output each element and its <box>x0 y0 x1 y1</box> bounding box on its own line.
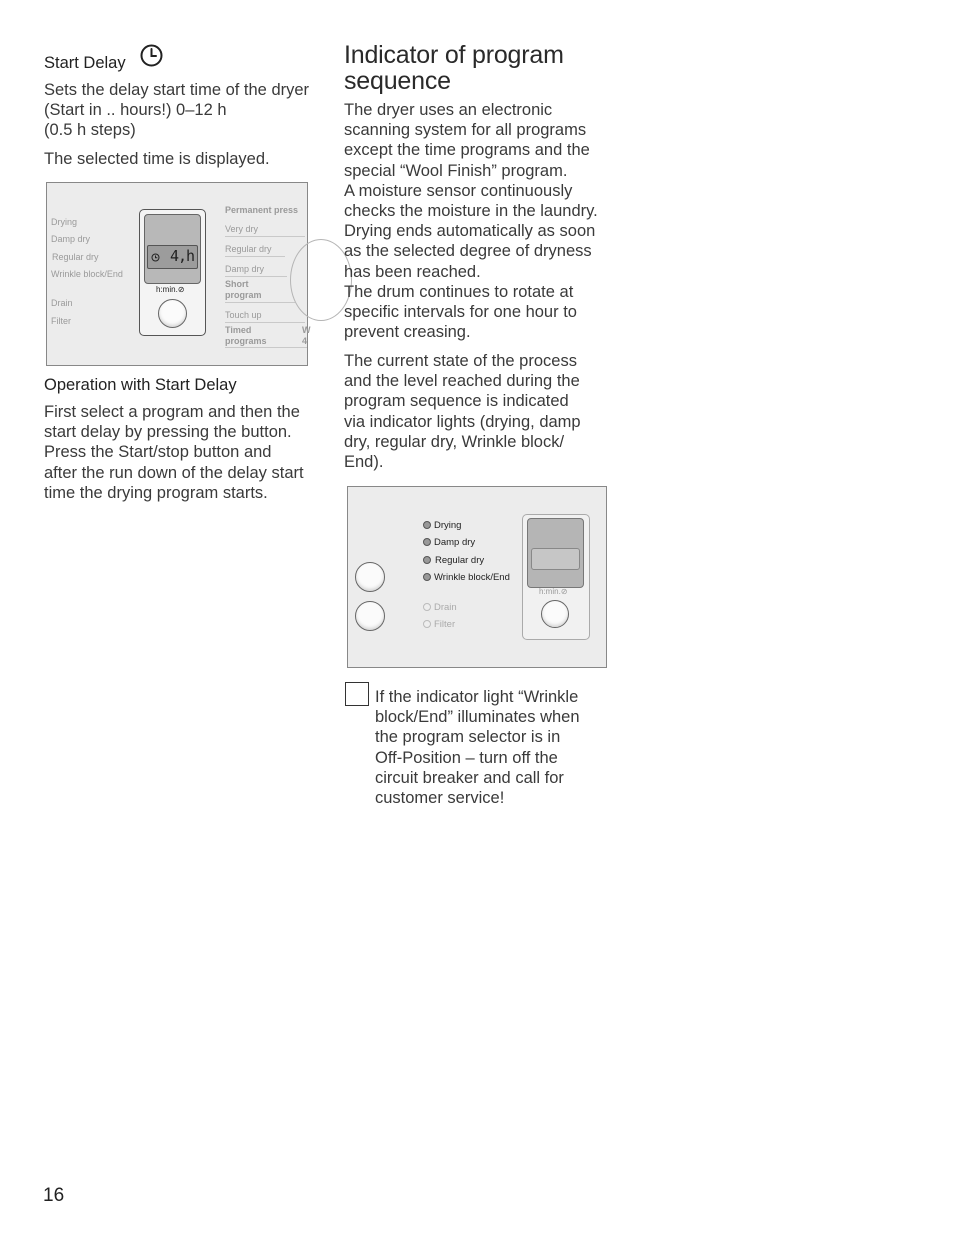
indicator-label: Damp dry <box>51 234 91 244</box>
display-screen <box>527 518 584 588</box>
small-clock-icon: ⊘ <box>560 587 568 596</box>
program-selector-dial-edge <box>290 239 352 321</box>
note-line: block/End” illuminates when <box>375 708 580 727</box>
indicator-led-on <box>423 573 431 581</box>
operation-line: First select a program and then the <box>44 403 300 421</box>
lcd-readout <box>147 245 198 269</box>
selected-time-text: The selected time is displayed. <box>44 150 270 168</box>
partial-label: 4 <box>302 336 308 346</box>
panel-button-lower[interactable] <box>355 601 385 631</box>
operation-description <box>44 402 324 503</box>
indicator-label: Wrinkle block/End <box>434 572 510 583</box>
start-delay-panel-illustration <box>46 182 311 366</box>
program-label: programs <box>225 336 267 346</box>
indicator-lights-paragraph <box>344 351 614 472</box>
indicator-label: Damp dry <box>434 537 476 548</box>
paragraph-line: scanning system for all programs <box>344 121 587 140</box>
start-delay-description <box>44 80 324 141</box>
small-clock-icon <box>151 253 160 262</box>
note-line: circuit breaker and call for <box>375 768 564 787</box>
paragraph-line: has been reached. <box>344 262 481 281</box>
indicator-led-off <box>423 620 431 628</box>
indicator-label: Regular dry <box>52 252 99 262</box>
indicator-label: Drying <box>434 520 462 531</box>
program-label: Short <box>225 279 249 289</box>
heading-line: sequence <box>344 67 451 95</box>
program-label: Touch up <box>225 310 262 320</box>
paragraph-line: The current state of the process <box>344 352 577 370</box>
start-delay-desc-line: Sets the delay start time of the dryer <box>44 81 310 99</box>
note-line: Off-Position – turn off the <box>375 748 558 767</box>
display-module <box>139 209 206 336</box>
paragraph-line: special “Wool Finish” program. <box>344 161 568 180</box>
program-label: Timed <box>225 325 252 335</box>
small-clock-icon: ⊘ <box>177 285 185 294</box>
indicator-label: Regular dry <box>435 555 485 566</box>
start-delay-desc-line: (Start in .. hours!) 0–12 h <box>44 101 227 120</box>
paragraph-line: A moisture sensor continuously <box>344 181 573 200</box>
hmin-label <box>156 285 185 294</box>
hmin-label-text: h:min. <box>156 285 178 294</box>
indicator-led-on <box>423 538 431 546</box>
indicator-label: Drying <box>51 217 78 227</box>
paragraph-line: The drum continues to rotate at <box>344 282 574 301</box>
start-delay-title-text: Start Delay <box>44 54 126 72</box>
panel-button-upper[interactable] <box>355 562 385 592</box>
operation-line: start delay by pressing the button. <box>44 423 292 442</box>
indicator-label: Filter <box>51 316 71 326</box>
paragraph-line: End). <box>344 453 384 472</box>
program-label: Damp dry <box>225 264 265 274</box>
display-value: 4,h <box>170 247 195 265</box>
program-label: Regular dry <box>225 244 272 254</box>
display-module <box>522 514 590 640</box>
lcd-readout <box>531 548 580 570</box>
paragraph-line: The dryer uses an electronic <box>344 101 553 119</box>
operation-line: Press the Start/stop button and <box>44 443 272 462</box>
operation-title: Operation with Start Delay <box>44 376 237 394</box>
start-delay-button[interactable] <box>158 299 187 328</box>
moisture-sensor-paragraph <box>344 100 614 342</box>
note-line: If the indicator light “Wrinkle <box>375 688 579 706</box>
start-delay-button[interactable] <box>541 600 569 628</box>
program-label: Permanent press <box>225 205 299 215</box>
indicator-label: Drain <box>434 602 457 613</box>
indicator-panel-illustration <box>347 486 607 668</box>
note-line: customer service! <box>375 789 505 808</box>
start-delay-desc-line: (0.5 h steps) <box>44 121 136 140</box>
paragraph-line: Drying ends automatically as soon <box>344 222 596 241</box>
indicator-label: Filter <box>434 619 456 630</box>
paragraph-line: as the selected degree of dryness <box>344 242 592 261</box>
paragraph-line: prevent creasing. <box>344 323 471 342</box>
program-label: program <box>225 290 262 300</box>
note-line: the program selector is in <box>375 728 561 747</box>
section-heading <box>344 42 564 94</box>
paragraph-line: dry, regular dry, Wrinkle block/ <box>344 432 565 451</box>
start-delay-title <box>44 54 126 73</box>
indicator-label: Drain <box>51 298 73 308</box>
operation-line: after the run down of the delay start <box>44 463 304 482</box>
warning-note <box>375 687 615 808</box>
indicator-led-off <box>423 603 431 611</box>
paragraph-line: program sequence is indicated <box>344 392 569 411</box>
paragraph-line: checks the moisture in the laundry. <box>344 202 598 221</box>
clock-icon <box>139 43 164 68</box>
paragraph-line: except the time programs and the <box>344 141 590 160</box>
paragraph-line: and the level reached during the <box>344 372 580 391</box>
indicator-led-on <box>423 556 431 564</box>
hmin-label-text: h:min. <box>539 587 561 596</box>
heading-line: Indicator of program <box>344 41 564 69</box>
hmin-label <box>539 587 568 596</box>
paragraph-line: specific intervals for one hour to <box>344 303 577 322</box>
operation-line: time the drying program starts. <box>44 483 268 502</box>
display-screen <box>144 214 201 284</box>
paragraph-line: via indicator lights (drying, damp <box>344 412 581 431</box>
indicator-label: Wrinkle block/End <box>51 269 123 279</box>
page-number: 16 <box>43 1185 65 1206</box>
indicator-led-on <box>423 521 431 529</box>
program-label: Very dry <box>225 224 259 234</box>
note-icon <box>345 682 369 706</box>
partial-label: W <box>302 325 311 335</box>
